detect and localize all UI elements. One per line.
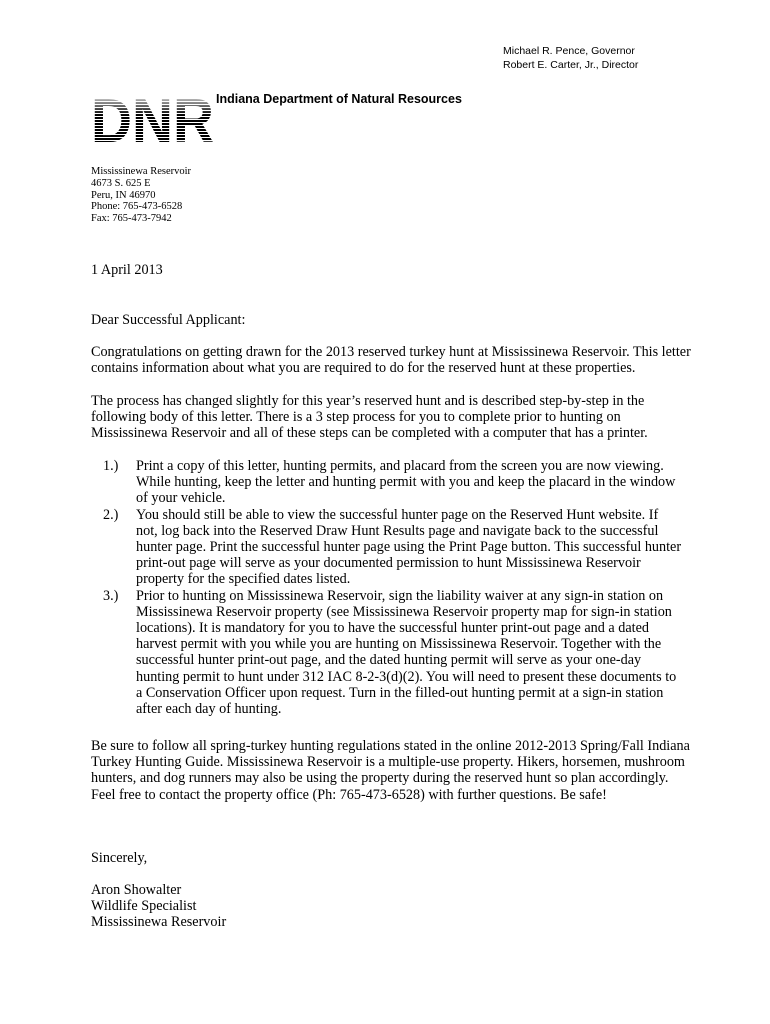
letter-date: 1 April 2013 — [91, 262, 163, 278]
closing: Sincerely, — [91, 850, 148, 866]
address-name: Mississinewa Reservoir — [91, 166, 192, 177]
step-number: 2.) — [103, 506, 119, 523]
address-block — [91, 166, 191, 225]
paragraph-process: The process has changed slightly for this year’s reserved hunt and is described step-by-step in the following body of this letter. There is a 3 step process for you to complete prior to hunting on Mississinewa Reservoir and all of these steps can be completed with a computer that has a printer. — [91, 393, 648, 442]
department-name: Indiana Department of Natural Resources — [216, 92, 462, 106]
governor-line: Michael R. Pence, Governor — [503, 45, 635, 57]
address-fax: Fax: 765-473-7942 — [91, 213, 172, 225]
director-line: Robert E. Carter, Jr., Director — [503, 59, 639, 71]
dnr-logo — [91, 92, 215, 144]
paragraph-intro: Congratulations on getting drawn for the 2013 reserved turkey hunt at Mississinewa Reservoir. This letter contains information about what you are required to do for the reserved hunt at these properties. — [91, 344, 691, 377]
step-number: 1.) — [103, 458, 119, 474]
steps-list — [103, 458, 683, 717]
address-street: 4673 S. 625 E — [91, 177, 151, 189]
step-text: Prior to hunting on Mississinewa Reservoir, sign the liability waiver at any sign-in station on Mississinewa Reservoir property (see Mississinewa Reservoir property map for sign-in station locations). It is mandatory for you to have the successful hunter print-out page and a dated harvest permit with you while you are hunting on Mississinewa Reservoir. Together with the successful hunter print-out page, and the dated hunting permit will serve as your one-day hunting permit to hunt under 312 IAC 8-2-3(d)(2). You will need to present these documents to a Conservation Officer upon request. Turn in the filled-out hunting permit at a sign-in station after each day of hunting. — [136, 587, 677, 718]
salutation: Dear Successful Applicant: — [91, 312, 246, 328]
step-item — [103, 458, 683, 507]
address-city: Peru, IN 46970 — [91, 189, 156, 201]
address-phone: Phone: 765-473-6528 — [91, 201, 183, 213]
step-number: 3.) — [103, 587, 119, 604]
step-text: You should still be able to view the successful hunter page on the Reserved Hunt website. If not, log back into the Reserved Draw Hunt Results page and navigate back to the successful hunter page. Print the successful hunter page using the Print Page button. This successful hunter print-out page will serve as your documented permission to hunt Mississinewa Reservoir property for the specified dates listed. — [136, 506, 682, 588]
signer-title: Wildlife Specialist — [91, 898, 197, 915]
signer-location: Mississinewa Reservoir — [91, 914, 227, 931]
step-item — [103, 588, 683, 718]
signer-name: Aron Showalter — [91, 882, 182, 898]
step-text: Print a copy of this letter, hunting permits, and placard from the screen you are now viewing. While hunting, keep the letter and hunting permit with you and keep the placard in the window of your vehicle. — [136, 458, 676, 507]
paragraph-regulations: Be sure to follow all spring-turkey hunting regulations stated in the online 2012-2013 Spring/Fall Indiana Turkey Hunting Guide. Mississinewa Reservoir is a multiple-use property. Hikers, horsemen, mushroom hunters, and dog runners may also be using the property during the reserved hunt so plan accordingly. Feel free to contact the property office (Ph: 765-473-6528) with further questions. Be safe! — [91, 738, 690, 803]
step-item — [103, 507, 683, 588]
signature-block — [91, 882, 691, 931]
officials-block — [503, 44, 638, 72]
